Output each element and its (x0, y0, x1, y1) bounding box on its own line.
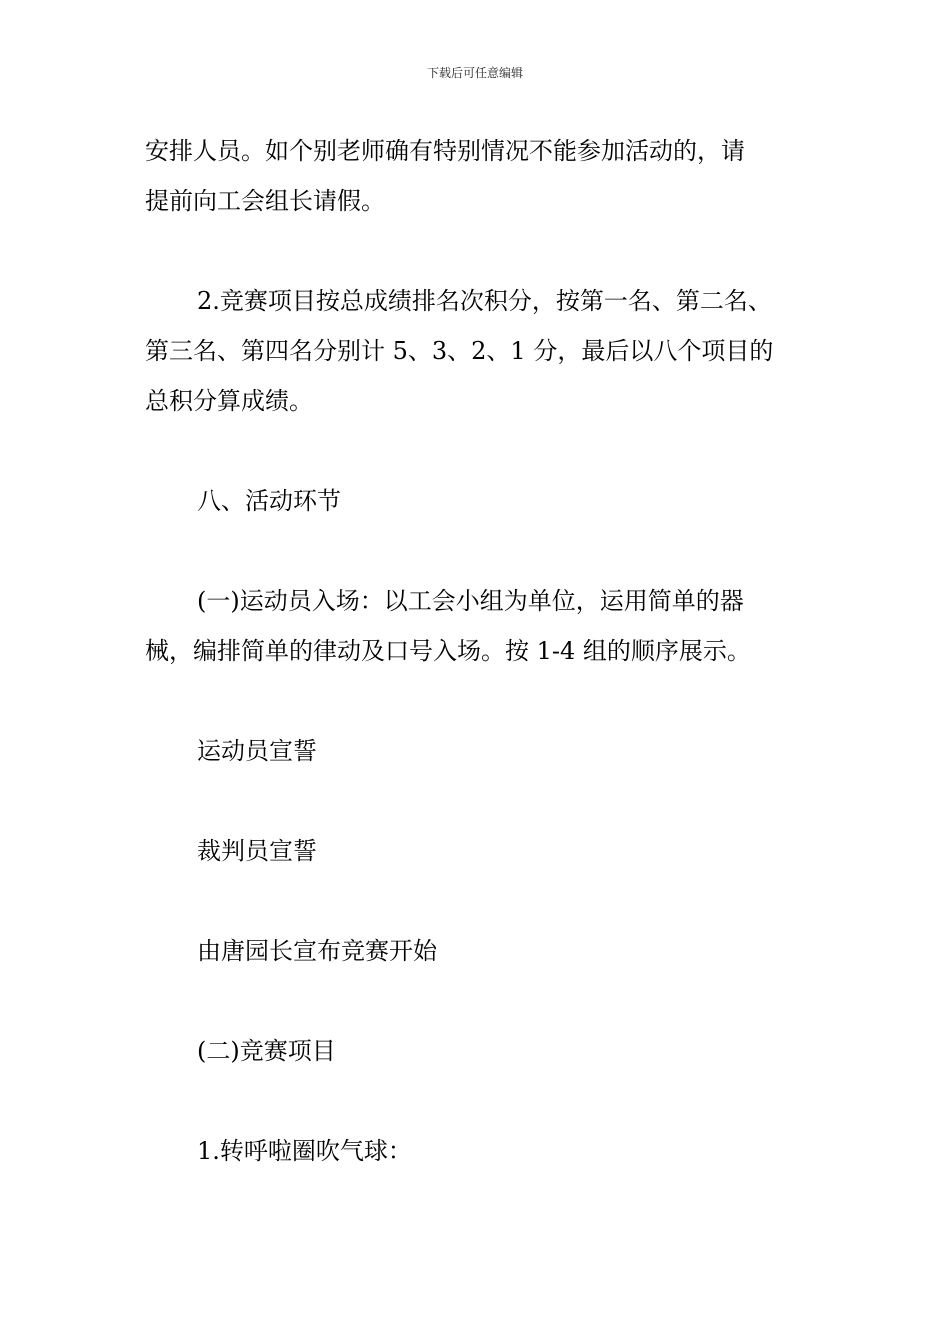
section-heading: 八、活动环节 (197, 487, 341, 515)
paragraph-gap (145, 676, 835, 726)
paragraph-text: (一)运动员入场：以工会小组为单位，运用简单的器 (197, 587, 744, 615)
paragraph-gap (145, 1076, 835, 1126)
list-item: 1.转呼啦圈吹气球： (197, 1137, 412, 1165)
paragraph-text: 安排人员。如个别老师确有特别情况不能参加活动的，请 (145, 137, 745, 165)
paragraph-gap (145, 976, 835, 1026)
paragraph-gap (145, 776, 835, 826)
page-header: 下载后可任意编辑 (426, 66, 523, 80)
subsection-heading: (二)竞赛项目 (197, 1037, 336, 1065)
paragraph-text: 第三名、第四名分别计 5、3、2、1 分，最后以八个项目的 (145, 337, 774, 365)
paragraph-gap (145, 226, 835, 276)
document-body (145, 126, 835, 1176)
paragraph-gap (145, 526, 835, 576)
list-item: 运动员宣誓 (197, 737, 317, 765)
paragraph-gap (145, 876, 835, 926)
paragraph-gap (145, 426, 835, 476)
paragraph-text: 械，编排简单的律动及口号入场。按 1-4 组的顺序展示。 (145, 637, 751, 665)
list-item: 由唐园长宣布竞赛开始 (197, 937, 437, 965)
list-item: 裁判员宣誓 (197, 837, 317, 865)
paragraph-text: 提前向工会组长请假。 (145, 187, 385, 215)
paragraph-text: 总积分算成绩。 (145, 387, 313, 415)
paragraph-text: 2.竞赛项目按总成绩排名次积分，按第一名、第二名、 (197, 287, 772, 315)
